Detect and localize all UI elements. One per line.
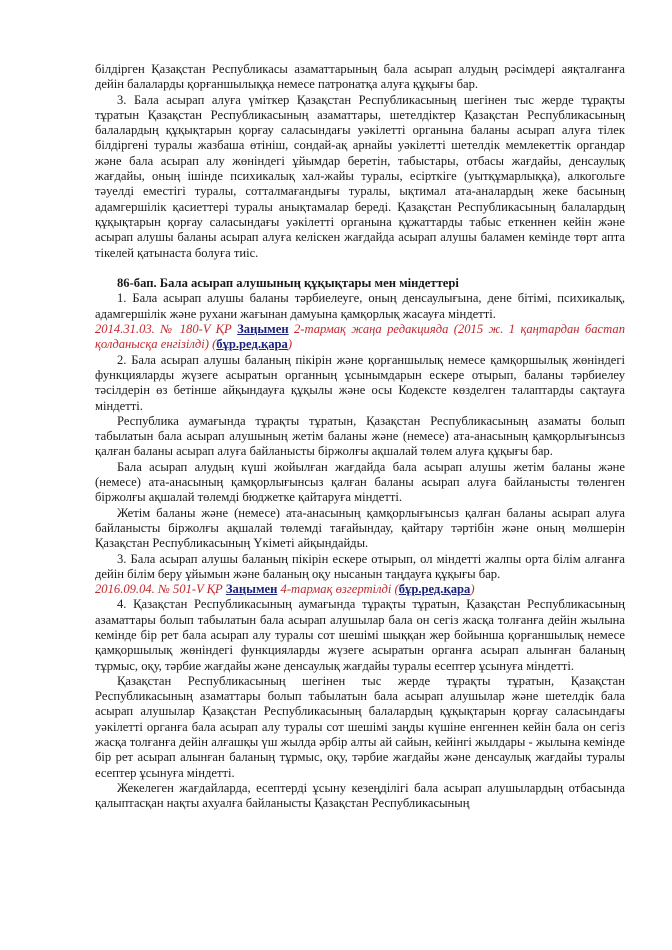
article-clause-3: 3. Бала асырап алушы баланың пікірін ескере отырып, ол міндетті жалпы орта білім алғанға дейін білім беру ұйымын және баланың оқу нысанын таңдауға құқығы бар. [95, 551, 625, 581]
paragraph: Қазақстан Республикасының шегінен тыс жерде тұрақты тұратын, Қазақстан Республикасының азаматтары болып табылатын бала асырап алушылар және шетелдік бала асырап алушылар Қазақстан Республикасының балалардың құқықтарын қорғау саласындағы уәкілетті органға бала асырап алу туралы сот шешімі заңды күшіне енгеннен кейін бала он сегіз жасқа толғанға дейін алғашқы үш жылда әрбір алты ай сайын, кейінгі жылдары - жылына кемінде бір рет асырап алынған баланың тұрмыс, оқу, тәрбие жағдайы және денсаулық жағдайы туралы есептер ұсынуға міндетті. [95, 673, 625, 780]
amendment-suffix: ) [287, 337, 293, 352]
paragraph: Бала асырап алудың күші жойылған жағдайда бала асырап алушы жетім баланы және (немесе) ата-анасының қамқорлығынсыз қалған баланы асырап алуға байланысты төленген біржолғы ақшалай төлемді бюджетке қайтаруға міндетті. [95, 459, 625, 505]
amendment-text: 4-тармақ өзгертілді ( [277, 582, 399, 597]
previous-edition-link[interactable]: бұр.ред.қара [398, 582, 471, 597]
amendment-prefix: 2016.09.04. № 501-V ҚР [95, 582, 226, 597]
document-page [95, 62, 625, 812]
article-clause-2: 2. Бала асырап алушы баланың пікірін және қорғаншылық немесе қамқоршылық жөніндегі функцияларды жүзеге асыратын органның ұсынымдарын ескере отырып, баланы тәрбиелеу тәсілдерін өз бетінше айқындауға құқылы және осы Кодексте көзделген талаптарды сақтауға міндетті. [95, 352, 625, 413]
amendment-note-1 [95, 322, 625, 353]
paragraph: Жекелеген жағдайларда, есептерді ұсыну кезеңділігі бала асырап алушылардың отбасында қалыптасқан нақты ахуалға байланысты Қазақстан Республикасының [95, 780, 625, 811]
amendment-text: 2-тармақ жаңа редакцияда (2015 ж. 1 қаңтардан бастап қолданысқа енгізілді) ( [95, 322, 625, 352]
amendment-prefix: 2014.31.03. № 180-V ҚР [95, 322, 238, 337]
article-clause-1: 1. Бала асырап алушы баланы тәрбиелеуге, оның денсаулығына, дене бітімі, психикалық, адамгершілік және рухани жағынан дамуына қамқорлық жасауға міндетті. [95, 291, 625, 321]
paragraph: Жетім баланы және (немесе) ата-анасының қамқорлығынсыз қалған баланы асырап алуға байланысты біржолғы ақшалай төлемді тағайындау, қайтару тәртібін және оның мөлшерін Қазақстан Республикасының Үкіметі айқындайды. [95, 505, 625, 551]
paragraph-clause-3: 3. Бала асырап алуға үміткер Қазақстан Республикасының шегінен тыс жерде тұрақты тұратын Қазақстан Республикасының азаматтары, шетелдіктер Қазақстан Республикасының балалардың құқықтарын қорғау саласындағы уәкілетті органына баланы асырап алуға тілек білдіргені туралы жазбаша өтініш, сондай-ақ арнайы уәкілетті шетелдік мемлекеттік органдар және бала асырап алу жөніндегі ұйымдар беретін, табыстары, отбасы жағдайы, денсаулық жағдайы, оның ішінде психикалық хал-жайы туралы, есірткіге (уытқұмарлыққа), алкогольге тәуелді еместігі туралы, сотталмағандығы туралы, ықтимал ата-аналардың жеке басының адамгершілік қасиеттері туралы анықтамалар береді. Қазақстан Республикасының балалардың құқықтарын қорғау саласындағы уәкілетті органына құжаттарды табыс еткеннен кейін және асырап алушы баланы асырап алуға келіскен жағдайда асырап алушы баламен кемінде төрт апта тікелей қатынаста болуға тиіс. [95, 92, 625, 260]
law-link[interactable]: Заңымен [237, 322, 289, 337]
amendment-note-2 [95, 582, 625, 597]
law-link[interactable]: Заңымен [225, 582, 278, 597]
paragraph: Республика аумағында тұрақты тұратын, Қазақстан Республикасының азаматы болып табылатын бала асырап алушының жетім баланы және (немесе) ата-анасының қамқорлығынсыз қалған баланы асырап алуға байланысты біржолғы ақшалай төлем алуға құқығы бар. [95, 413, 625, 459]
article-clause-4: 4. Қазақстан Республикасының аумағында тұрақты тұратын, Қазақстан Республикасының азаматтары болып табылатын бала асырап алушылар бала он сегіз жасқа толғанға дейін жылына кемінде бір рет бала асырап алу туралы сот шешімі шыққан жер бойынша қорғаншылық немесе қамқоршылық жөніндегі функцияларды жүзеге асыратын органға асырап алынған баланың тұрмыс, оқу, тәрбие жағдайы және денсаулық жағдайы туралы есептер ұсынуға міндетті. [95, 597, 625, 673]
amendment-suffix: ) [470, 582, 475, 597]
previous-edition-link[interactable]: бұр.ред.қара [216, 337, 288, 352]
article-heading: 86-бап. Бала асырап алушының құқықтары мен міндеттері [117, 276, 459, 291]
paragraph-continuation: білдірген Қазақстан Республикасы азаматтарының бала асырап алудың рәсімдері аяқталғанға дейін балаларды қорғаншылыққа немесе патронатқа алуға құқығы бар. [95, 62, 625, 92]
